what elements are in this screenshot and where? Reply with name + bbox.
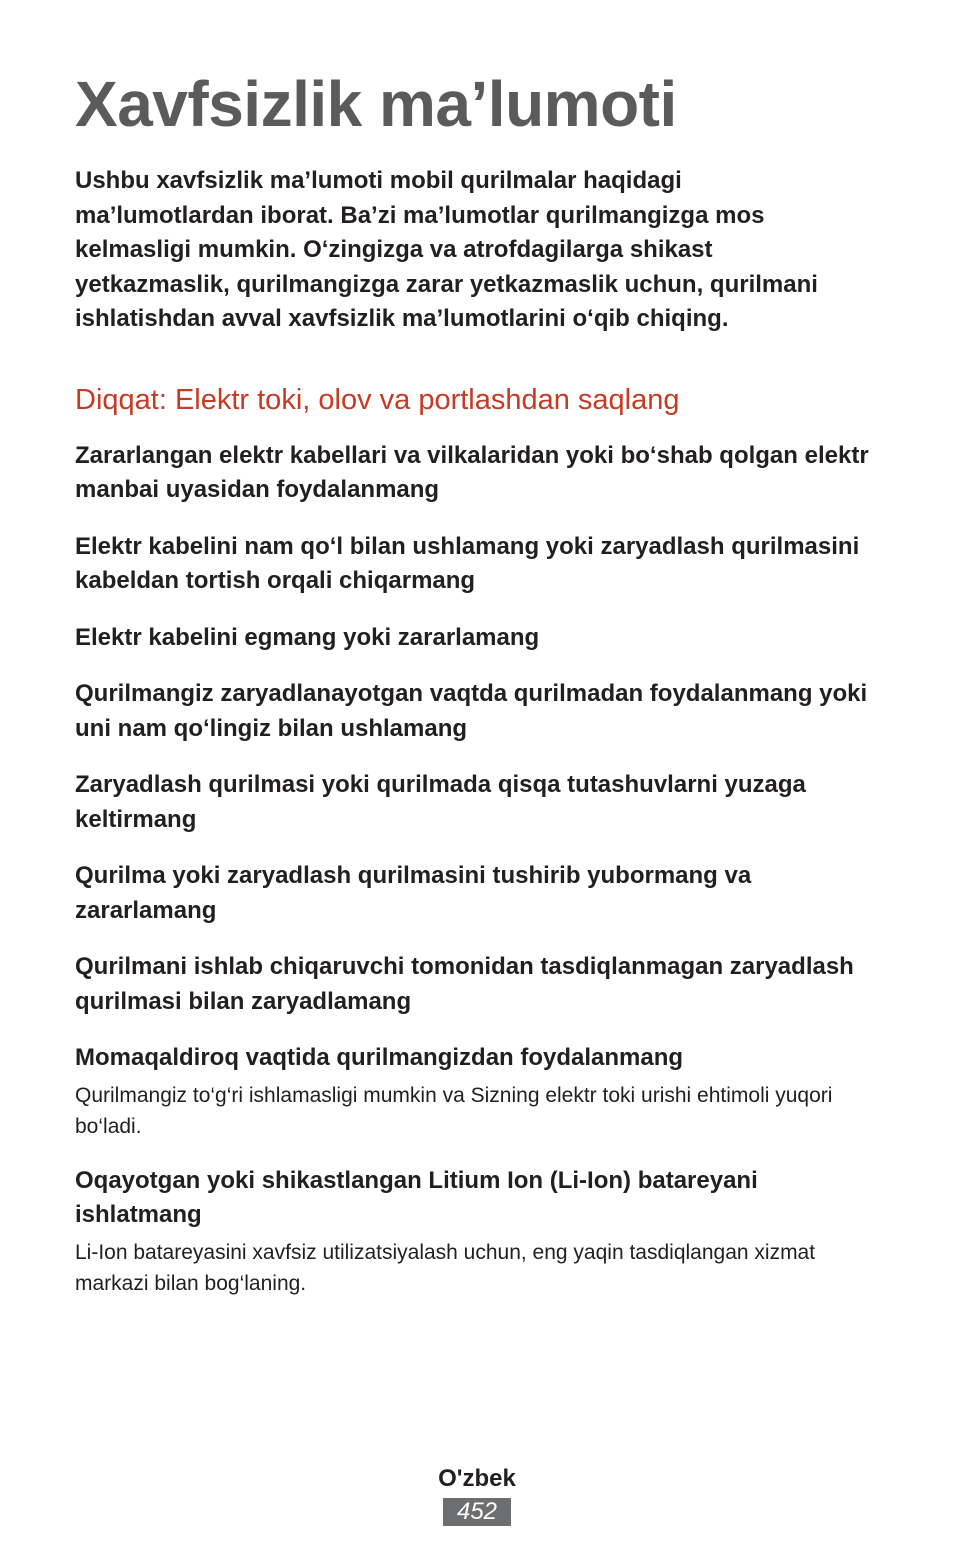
safety-item-description: Qurilmangiz to‘g‘ri ishlamasligi mumkin va Sizning elektr toki urishi ehtimoli yuqori bo‘ladi. (75, 1083, 833, 1138)
section-heading: Diqqat: Elektr toki, olov va portlashdan saqlang (75, 383, 680, 416)
safety-item (75, 768, 885, 837)
safety-item-title: Zaryadlash qurilmasi yoki qurilmada qisqa tutashuvlarni yuzaga keltirmang (75, 771, 806, 833)
document-page (75, 0, 885, 1321)
safety-item (75, 859, 885, 928)
safety-item (75, 439, 885, 508)
page-title: Xavfsizlik ma’lumoti (75, 68, 677, 140)
safety-item (75, 530, 885, 599)
safety-item (75, 1041, 885, 1142)
safety-item (75, 950, 885, 1019)
safety-item-description: Li-Ion batareyasini xavfsiz utilizatsiyalash uchun, eng yaqin tasdiqlangan xizmat markazi bilan bog‘laning. (75, 1240, 816, 1295)
intro-paragraph: Ushbu xavfsizlik ma’lumoti mobil qurilmalar haqidagi ma’lumotlardan iborat. Ba’zi ma’lumotlar qurilmangizga mos kelmasligi mumkin. O‘zingizga va atrofdagilarga shikast yetkazmaslik, qurilmangizga zarar yetkazmaslik uchun, qurilmani ishlatishdan avval xavfsizlik ma’lumotlarini o‘qib chiqing. (75, 167, 818, 332)
safety-item-title: Zararlangan elektr kabellari va vilkalaridan yoki bo‘shab qolgan elektr manbai uyasidan foydalanmang (75, 441, 869, 503)
safety-item-title: Elektr kabelini egmang yoki zararlamang (75, 623, 540, 651)
safety-item (75, 677, 885, 746)
safety-item-title: Qurilmangiz zaryadlanayotgan vaqtda qurilmadan foydalanmang yoki uni nam qo‘lingiz bilan ushlamang (75, 680, 868, 742)
safety-item-title: Momaqaldiroq vaqtida qurilmangizdan foydalanmang (75, 1044, 684, 1071)
footer-language: O'zbek (438, 1465, 516, 1492)
safety-item-title: Qurilma yoki zaryadlash qurilmasini tushirib yubormang va zararlamang (75, 862, 752, 924)
page-footer (0, 1462, 954, 1526)
safety-item-title: Elektr kabelini nam qo‘l bilan ushlamang yoki zaryadlash qurilmasini kabeldan tortish orqali chiqarmang (75, 532, 860, 594)
safety-item (75, 621, 885, 656)
safety-item (75, 1164, 885, 1299)
safety-items-list (75, 439, 885, 1299)
page-number-badge: 452 (443, 1498, 511, 1526)
safety-item-title: Qurilmani ishlab chiqaruvchi tomonidan tasdiqlanmagan zaryadlash qurilmasi bilan zaryadlamang (75, 953, 854, 1015)
safety-item-title: Oqayotgan yoki shikastlangan Litium Ion (Li-Ion) batareyani ishlatmang (75, 1166, 758, 1228)
